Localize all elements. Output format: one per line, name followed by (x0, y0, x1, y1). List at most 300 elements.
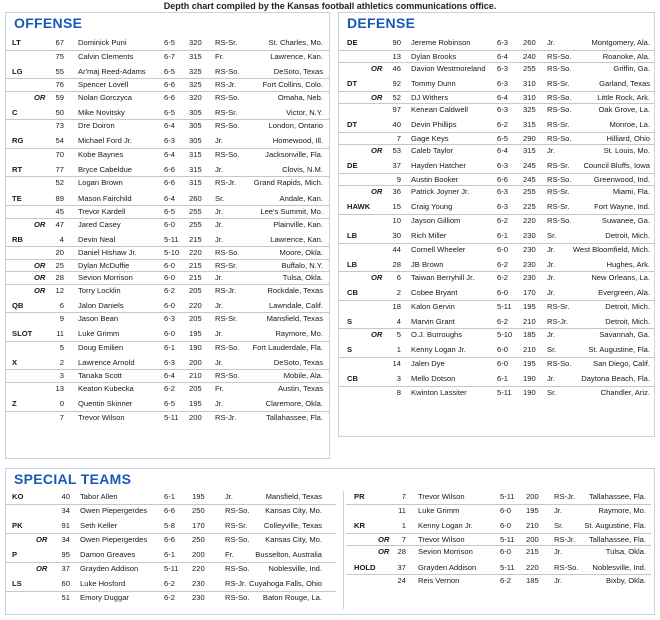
depth-row (6, 66, 329, 79)
position-group-de (339, 160, 654, 198)
height: 6-4 (164, 371, 175, 381)
class-year: RS-Sr. (215, 260, 238, 270)
player-name: Calvin Clements (78, 51, 134, 61)
position-label: SLOT (12, 329, 33, 339)
height: 6-2 (497, 215, 508, 225)
depth-row (6, 259, 329, 272)
jersey-number: 30 (392, 231, 401, 240)
height: 5-11 (500, 492, 515, 501)
hometown: Omaha, Neb. (277, 92, 323, 102)
jersey-number: 55 (55, 66, 64, 76)
position-label: S (347, 345, 353, 355)
hometown: Homewood, Ill. (272, 136, 323, 146)
class-year: RS-Jr. (215, 412, 237, 422)
position-label: RT (12, 164, 23, 174)
depth-row (339, 316, 654, 329)
player-name: Luke Hosford (80, 579, 126, 588)
hometown: Hughes, Ark. (606, 259, 650, 269)
class-year: Jr. (547, 374, 556, 383)
height: 6-4 (164, 193, 175, 203)
position-label: LB (347, 259, 358, 269)
jersey-number: 97 (392, 105, 401, 115)
depth-row (339, 328, 654, 341)
or-label: OR (378, 547, 390, 556)
class-year: Jr. (215, 164, 224, 174)
position-group-c (6, 107, 329, 132)
weight: 255 (523, 64, 536, 73)
depth-row (6, 591, 336, 604)
player-name: Trevor Wilson (78, 412, 125, 422)
position-group-s (339, 344, 654, 369)
height: 6-6 (164, 505, 175, 515)
weight: 305 (189, 107, 202, 117)
hometown: Griffin, Ga. (613, 64, 650, 73)
position-group-slot (6, 328, 329, 353)
jersey-number: 6 (396, 273, 401, 283)
height: 5-10 (497, 330, 513, 340)
height: 5-11 (497, 301, 512, 311)
height: 5-11 (164, 234, 179, 244)
weight: 245 (523, 174, 536, 184)
depth-row (6, 234, 329, 247)
depth-row (6, 91, 329, 104)
jersey-number: 51 (61, 592, 70, 602)
jersey-number: 9 (59, 314, 64, 324)
height: 6-1 (497, 231, 508, 240)
jersey-number: 45 (55, 207, 64, 216)
hometown: Moore, Okla. (279, 248, 323, 258)
class-year: RS-Sr. (547, 301, 570, 311)
hometown: Garland, Texas (599, 79, 650, 89)
player-name: Tabor Allen (80, 492, 118, 501)
jersey-number: 13 (392, 51, 401, 61)
class-year: RS-Sr. (547, 120, 570, 130)
height: 6-6 (164, 92, 175, 102)
position-label: DT (347, 120, 358, 130)
class-year: Jr. (215, 357, 224, 367)
height: 6-1 (164, 550, 175, 559)
class-year: RS-Jr. (215, 80, 237, 90)
position-label: LS (12, 579, 22, 588)
hometown: Plainville, Kan. (273, 219, 323, 229)
position-label: RG (12, 136, 24, 146)
hometown: Daytona Beach, Fla. (581, 374, 650, 383)
height: 6-3 (164, 357, 175, 367)
defense-title: DEFENSE (347, 15, 416, 31)
player-name: Quentin Skinner (78, 399, 133, 408)
jersey-number: 54 (55, 136, 64, 146)
depth-row (6, 504, 336, 517)
weight: 220 (189, 300, 202, 310)
player-name: Kenny Logan Jr. (418, 521, 473, 530)
jersey-number: 44 (392, 244, 401, 254)
or-label: OR (34, 92, 46, 102)
hometown: Raymore, Mo. (275, 329, 323, 339)
position-label: Z (12, 399, 17, 408)
weight: 315 (189, 178, 202, 188)
player-name: Luke Grimm (418, 505, 460, 515)
depth-row (346, 504, 651, 517)
player-name: Jalen Dye (411, 358, 445, 368)
depth-row (339, 300, 654, 313)
depth-row (6, 246, 329, 259)
depth-row (339, 201, 654, 214)
special-teams-divider (343, 491, 344, 609)
player-name: O.J. Burroughs (411, 330, 463, 340)
depth-row (346, 491, 651, 504)
weight: 220 (189, 248, 202, 258)
weight: 200 (192, 550, 205, 559)
jersey-number: 40 (61, 492, 70, 501)
hometown: Rockdale, Texas (267, 285, 323, 295)
class-year: Jr. (547, 330, 556, 340)
player-name: Kwinton Lassiter (411, 387, 467, 397)
jersey-number: 11 (56, 329, 64, 339)
class-year: Jr. (215, 300, 224, 310)
depth-row (6, 193, 329, 206)
depth-row (339, 357, 654, 370)
hometown: Council Bluffs, Iowa (583, 161, 650, 171)
hometown: Miami, Fla. (612, 187, 650, 197)
class-year: Jr. (547, 288, 556, 298)
height: 6-1 (164, 342, 175, 352)
position-group-lb (339, 259, 654, 284)
weight: 230 (192, 592, 205, 602)
height: 6-2 (497, 259, 508, 269)
height: 6-3 (497, 38, 508, 47)
player-name: Dre Doiron (78, 121, 115, 131)
height: 6-6 (164, 178, 175, 188)
hometown: Lawrence, Kan. (270, 234, 323, 244)
hometown: Noblesville, Ind. (592, 562, 646, 572)
hometown: Greenwood, Ind. (593, 174, 650, 184)
player-name: Owen Piepergerdes (80, 505, 148, 515)
player-name: Mello Dotson (411, 374, 456, 383)
position-label: DE (347, 38, 358, 47)
height: 6-4 (164, 149, 175, 159)
class-year: Sr. (547, 387, 557, 397)
weight: 215 (189, 273, 202, 283)
depth-row (6, 533, 336, 546)
height: 6-4 (497, 51, 508, 61)
jersey-number: 28 (397, 547, 406, 556)
depth-row (339, 173, 654, 186)
height: 6-6 (164, 534, 175, 544)
position-group-lg (6, 66, 329, 104)
depth-row (346, 520, 651, 533)
jersey-number: 36 (392, 187, 401, 197)
depth-row (6, 205, 329, 218)
player-name: Bryce Cabeldue (78, 164, 133, 174)
jersey-number: 5 (396, 330, 401, 340)
player-name: Cobee Bryant (411, 288, 458, 298)
hometown: Fort Wayne, Ind. (594, 202, 650, 212)
position-label: TE (12, 193, 22, 203)
hometown: San Diego, Calif. (593, 358, 650, 368)
class-year: Jr. (215, 273, 224, 283)
class-year: RS-Jr. (215, 178, 237, 188)
depth-row (6, 300, 329, 313)
position-group-rg (6, 135, 329, 160)
weight: 290 (523, 133, 536, 143)
hometown: Lawrence, Kan. (270, 51, 323, 61)
weight: 200 (526, 534, 539, 544)
class-year: Jr. (215, 399, 224, 408)
weight: 215 (526, 547, 539, 556)
class-year: RS-Sr. (215, 38, 238, 47)
class-year: RS-Sr. (215, 107, 238, 117)
height: 6-2 (497, 273, 508, 283)
player-name: Kenean Caldwell (411, 105, 468, 115)
class-year: RS-Jr. (554, 492, 576, 501)
position-label: CB (347, 374, 358, 383)
position-label: RB (12, 234, 23, 244)
height: 6-2 (164, 592, 175, 602)
jersey-number: 7 (401, 534, 406, 544)
class-year: Jr. (215, 329, 224, 339)
jersey-number: 18 (392, 301, 401, 311)
position-label: S (347, 316, 353, 326)
player-name: Tommy Dunn (411, 79, 456, 89)
player-name: Caleb Taylor (411, 146, 454, 156)
player-name: Kalon Gervin (411, 301, 455, 311)
hometown: Mansfield, Texas (266, 314, 323, 324)
class-year: RS-So. (547, 105, 572, 115)
hometown: Claremore, Okla. (265, 399, 323, 408)
class-year: RS-Sr. (215, 314, 238, 324)
player-name: Jalon Daniels (78, 300, 124, 310)
weight: 205 (189, 314, 202, 324)
hometown: Noblesville, Ind. (268, 563, 322, 573)
player-name: Logan Brown (78, 178, 123, 188)
class-year: Sr. (554, 521, 564, 530)
height: 6-3 (497, 202, 508, 212)
height: 6-2 (164, 285, 175, 295)
player-name: Torry Locklin (78, 285, 121, 295)
player-name: Spencer Lovell (78, 80, 129, 90)
player-name: Emory Duggar (80, 592, 129, 602)
hometown: St. Louis, Mo. (603, 146, 650, 156)
height: 6-5 (164, 207, 175, 216)
jersey-number: 28 (392, 259, 401, 269)
weight: 315 (523, 120, 536, 130)
weight: 245 (523, 161, 536, 171)
depth-row (6, 491, 336, 504)
class-year: Sr. (547, 231, 557, 240)
class-year: Jr. (215, 234, 224, 244)
weight: 315 (189, 51, 202, 61)
height: 6-0 (164, 273, 175, 283)
jersey-number: 75 (55, 51, 64, 61)
class-year: RS-So. (547, 92, 572, 102)
height: 6-2 (497, 120, 508, 130)
height: 5-11 (164, 563, 179, 573)
player-name: Dominick Puni (78, 38, 127, 47)
depth-row (6, 176, 329, 189)
player-name: Seth Keller (80, 521, 118, 530)
player-name: Sevion Morrison (418, 547, 473, 556)
weight: 220 (192, 563, 205, 573)
depth-row (6, 357, 329, 370)
class-year: RS-Sr. (547, 202, 570, 212)
jersey-number: 9 (396, 174, 401, 184)
position-group-dt (339, 119, 654, 157)
weight: 195 (189, 399, 202, 408)
special-teams-panel (5, 468, 655, 615)
position-label: PK (12, 521, 23, 530)
class-year: Jr. (547, 244, 556, 254)
player-name: Devin Neal (78, 234, 116, 244)
height: 6-2 (500, 576, 511, 585)
class-year: RS-So. (225, 505, 250, 515)
weight: 170 (523, 288, 536, 298)
height: 6-1 (497, 374, 508, 383)
weight: 170 (192, 521, 205, 530)
depth-row (6, 312, 329, 325)
height: 6-7 (164, 51, 175, 61)
or-label: OR (371, 146, 383, 156)
class-year: Sr. (215, 193, 225, 203)
height: 6-0 (497, 358, 508, 368)
player-name: Sevion Morrison (78, 273, 133, 283)
class-year: Jr. (547, 146, 556, 156)
hometown: Montgomery, Ala. (591, 38, 650, 47)
height: 5-11 (500, 562, 515, 572)
hometown: Fort Lauderdale, Fla. (252, 342, 323, 352)
class-year: Jr. (215, 219, 224, 229)
jersey-number: 77 (55, 164, 64, 174)
hometown: DeSoto, Texas (273, 66, 323, 76)
player-name: Austin Booker (411, 174, 459, 184)
jersey-number: 1 (401, 521, 406, 530)
player-name: Tanaka Scott (78, 371, 122, 381)
height: 6-3 (497, 187, 508, 197)
jersey-number: 37 (392, 161, 401, 171)
or-label: OR (34, 260, 46, 270)
or-label: OR (371, 92, 383, 102)
or-label: OR (36, 534, 48, 544)
position-group-x (6, 357, 329, 395)
position-label: LG (12, 66, 23, 76)
player-name: Jason Bean (78, 314, 119, 324)
weight: 240 (523, 51, 536, 61)
hometown: Lee's Summit, Mo. (260, 207, 323, 216)
player-name: Taiwan Berryhill Jr. (411, 273, 475, 283)
weight: 230 (523, 273, 536, 283)
height: 6-6 (164, 164, 175, 174)
player-name: Davion Westmoreland (411, 64, 486, 73)
class-year: RS-Jr. (215, 285, 237, 295)
player-name: Ar'maj Reed-Adams (78, 66, 146, 76)
weight: 325 (523, 105, 536, 115)
player-name: Trevor Kardell (78, 207, 126, 216)
depth-row (339, 271, 654, 284)
hometown: Victor, N.Y. (286, 107, 323, 117)
depth-row (6, 562, 336, 575)
depth-row (6, 369, 329, 382)
class-year: Fr. (215, 383, 224, 393)
weight: 195 (523, 358, 536, 368)
hometown: Little Rock, Ark. (597, 92, 650, 102)
hometown: Tallahassee, Fla. (589, 492, 646, 501)
height: 6-5 (164, 399, 175, 408)
player-name: Nolan Gorczyca (78, 92, 133, 102)
player-name: Mason Fairchild (78, 193, 132, 203)
hometown: Austin, Texas (277, 383, 323, 393)
jersey-number: 1 (396, 345, 401, 355)
depth-row (6, 271, 329, 284)
height: 6-0 (164, 329, 175, 339)
player-name: Michael Ford Jr. (78, 136, 133, 146)
height: 6-3 (497, 105, 508, 115)
weight: 210 (189, 371, 202, 381)
position-label: C (12, 107, 18, 117)
depth-row (339, 259, 654, 272)
jersey-number: 47 (55, 219, 64, 229)
depth-row (6, 148, 329, 161)
position-group-hawk (339, 201, 654, 226)
height: 6-0 (164, 260, 175, 270)
or-label: OR (34, 285, 46, 295)
class-year: RS-So. (215, 92, 240, 102)
position-group-rt (6, 164, 329, 189)
class-year: RS-Sr. (547, 161, 570, 171)
weight: 315 (189, 164, 202, 174)
player-name: Jayson Gilliom (411, 215, 461, 225)
weight: 210 (523, 345, 536, 355)
jersey-number: 90 (392, 38, 401, 47)
jersey-number: 7 (401, 492, 406, 501)
class-year: Fr. (215, 51, 224, 61)
position-group-rb (6, 234, 329, 297)
or-label: OR (34, 273, 46, 283)
jersey-number: 28 (55, 273, 64, 283)
jersey-number: 53 (392, 146, 401, 156)
weight: 310 (523, 92, 536, 102)
position-label: PR (354, 492, 365, 501)
jersey-number: 46 (392, 64, 401, 73)
weight: 205 (189, 383, 202, 393)
hometown: St. Charles, Mo. (268, 38, 323, 47)
weight: 185 (523, 330, 536, 340)
position-label: HAWK (347, 202, 371, 212)
weight: 230 (523, 231, 536, 240)
weight: 215 (189, 234, 202, 244)
hometown: Tulsa, Okla. (605, 547, 646, 556)
depth-row (339, 214, 654, 227)
position-group-p (6, 549, 336, 574)
player-name: Jereme Robinson (411, 38, 471, 47)
depth-row (339, 37, 654, 50)
class-year: RS-So. (225, 563, 250, 573)
weight: 220 (526, 562, 539, 572)
depth-row (339, 62, 654, 75)
jersey-number: 6 (59, 300, 64, 310)
depth-row (6, 341, 329, 354)
height: 6-5 (164, 66, 175, 76)
jersey-number: 92 (392, 79, 401, 89)
player-name: Patrick Joyner Jr. (411, 187, 470, 197)
hometown: Fort Collins, Colo. (262, 80, 323, 90)
position-group-cb (339, 287, 654, 312)
hometown: Chandler, Ariz. (600, 387, 650, 397)
depth-row (339, 185, 654, 198)
position-label: LT (12, 38, 21, 47)
hometown: Roanoke, Ala. (602, 51, 650, 61)
player-name: Keaton Kubecka (78, 383, 134, 393)
depth-row (339, 78, 654, 91)
hometown: West Bloomfield, Mich. (572, 244, 650, 254)
